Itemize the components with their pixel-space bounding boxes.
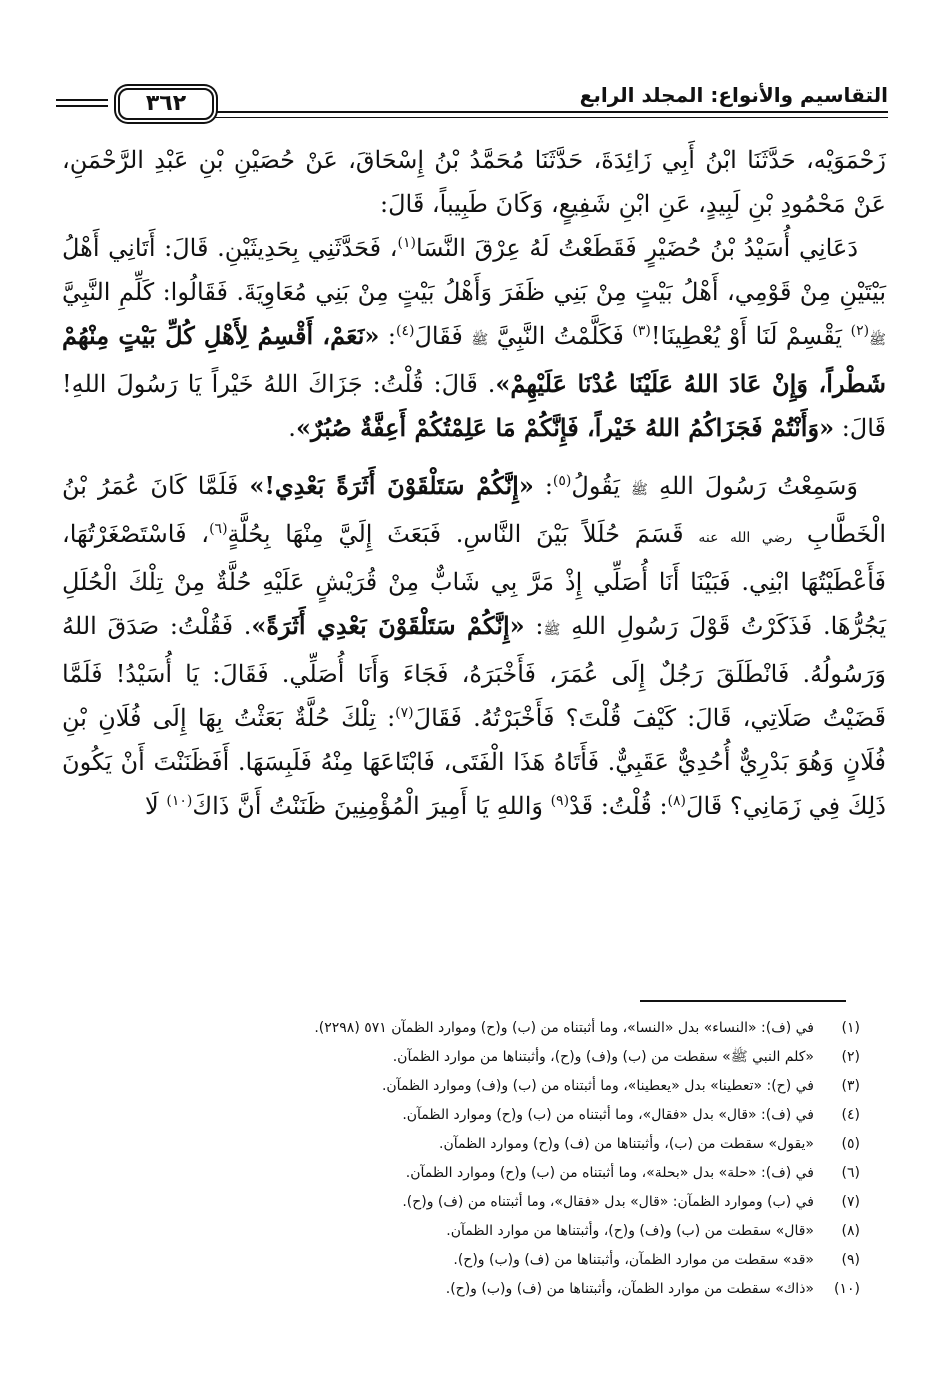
text-run: . فَقُلْتُ: صَدَقَ اللهُ وَرَسُولُهُ. فَانْطَلَقَ رَجُلٌ إِلَى عُمَرَ، فَأَخْبَرَهُ، فَجَاءَ وَأَنَا أُصَلِّي. فَقَالَ: يَا أُسَيْدُ! فَلَمَّا قَضَيْتُ صَلَاتِي، قَالَ: كَيْفَ قُلْتَ؟ فَأَخْبَرْتُهُ. فَقَالَ: [62, 612, 886, 732]
salawat-glyph: ﷺ: [543, 622, 561, 638]
text-run: : قُلْتُ: قَدْ: [569, 792, 668, 820]
text-run: :: [379, 322, 396, 350]
text-run: يَقْسِمْ لَنَا أَوْ يُعْطِينَا!: [650, 322, 851, 350]
prophetic-quote: «وَأَنْتُمْ فَجَزَاكُمُ اللهُ خَيْراً، فَإِنَّكُمْ مَا عَلِمْتُكُمْ أَعِفَّةٌ صُبُرٌ»: [295, 413, 835, 442]
footnote-ref: (١٠): [166, 793, 193, 809]
salawat-glyph: ﷺ: [631, 482, 648, 498]
text-run: : تِلْكَ حُلَّةٌ بَعَثْتُ بِهَا إِلَى فُلَانِ بْنِ فُلَانٍ وَهُوَ بَدْرِيٌّ أُحُدِيٌّ عَقَبِيٌّ. فَأَتَاهُ هَذَا الْفَتَى، فَابْتَاعَهَا مِنْهُ فَلَبِسَهَا. أَفَظَنَنْتَ أَنْ يَكُونَ ذَلِكَ فِي زَمَانِي؟ قَالَ: [62, 704, 886, 820]
header-rule: [212, 111, 888, 113]
radiya-glyph: رضي الله عنه: [698, 530, 793, 546]
paragraph-hadith-2: [62, 464, 886, 828]
footnote-number: (١٠): [834, 1281, 860, 1297]
running-header: [56, 82, 888, 122]
page-number: ٣٦٢: [118, 88, 214, 120]
salawat-glyph: ﷺ: [471, 332, 489, 348]
footnote-item: [140, 1275, 860, 1304]
footnote-number: (٦): [841, 1165, 860, 1181]
text-run: قَسَمَ حُلَلاً بَيْنَ النَّاسِ. فَبَعَثَ إِلَيَّ مِنْهَا بِحُلَّةٍ: [227, 520, 699, 548]
footnote-item: [140, 1072, 860, 1101]
text-run: . قَالَ: قُلْتُ: جَزَاكَ اللهُ خَيْراً يَا رَسُولَ اللهِ! قَالَ:: [62, 370, 886, 442]
paragraph-hadith-1: [62, 226, 886, 450]
footnote-text: «يقول» سقطت من (ب)، وأثبتناها من (ف) و(ح) وموارد الظمآن.: [439, 1136, 814, 1152]
header-ornament-line: [56, 105, 108, 107]
footnote-text: في (ب) وموارد الظمآن: «قال» بدل «فقال»، وما أثبتناه من (ف) و(ح).: [402, 1194, 814, 1210]
footnote-separator: [640, 1000, 846, 1002]
footnote-item: [140, 1246, 860, 1275]
footnote-text: في (ف): «قال» بدل «فقال»، وما أثبتناه من (ب) و(ح) وموارد الظمآن.: [402, 1107, 814, 1123]
footnote-item: [140, 1159, 860, 1188]
footnote-item: [140, 1217, 860, 1246]
paragraph-isnad: زَحْمَوَيْه، حَدَّثَنَا ابْنُ أَبِي زَائِدَةَ، حَدَّثَنَا مُحَمَّدُ بْنُ إِسْحَاقَ، عَنْ حُصَيْنِ بْنِ عَبْدِ الرَّحْمَنِ، عَنْ مَحْمُودِ بْنِ لَبِيدٍ، عَنِ ابْنِ شَفِيعٍ، وَكَانَ طَبِيباً، قَالَ:: [62, 146, 886, 218]
footnote-ref: (٦): [209, 521, 228, 537]
header-ornament-line: [56, 99, 108, 101]
prophetic-quote: «إِنَّكُمْ سَتَلْقَوْنَ أَثَرَةً بَعْدِي!»: [249, 471, 534, 500]
footnote-item: [140, 1101, 860, 1130]
footnote-number: (٤): [841, 1107, 860, 1123]
text-run: فَكَلَّمْتُ النَّبِيَّ: [496, 322, 633, 350]
footnote-ref: (١): [397, 235, 416, 251]
text-run: وَسَمِعْتُ رَسُولَ اللهِ: [658, 472, 858, 500]
footnote-text: «قال» سقطت من (ب) و(ف) و(ح)، وأثبتناها من موارد الظمآن.: [446, 1223, 814, 1239]
text-run: لَا: [145, 792, 167, 820]
footnote-item: [140, 1130, 860, 1159]
footnote-text: في (ف): «النساء» بدل «النسا»، وما أثبتناه من (ب) و(ح) وموارد الظمآن ٥٧١ (٢٢٩٨).: [314, 1020, 814, 1036]
footnote-item: [140, 1043, 860, 1072]
text-run: ، فَحَدَّثَنِي بِحَدِيثَيْنِ. قَالَ: أَتَانِي أَهْلُ بَيْتَيْنِ مِنْ قَوْمِي، أَهْلُ بَيْتٍ مِنْ بَنِي ظَفَرَ وَأَهْلُ بَيْتٍ مِنْ بَنِي مُعَاوِيَةَ. فَقَالُوا: كَلِّمِ النَّبِيَّ: [62, 234, 887, 306]
footnote-ref: (٥): [552, 473, 572, 489]
prophetic-quote: «إِنَّكُمْ سَتَلْقَوْنَ بَعْدِي أَثَرَةً»: [251, 611, 525, 640]
footnote-number: (٨): [841, 1223, 860, 1239]
footnote-ref: (٣): [632, 323, 651, 339]
footnote-number: (٢): [841, 1049, 860, 1065]
text-run: :: [533, 472, 553, 500]
text-run: فَقَالَ: [414, 322, 472, 350]
text-run: فَلَمَّا كَانَ عُمَرُ بْنُ الْخَطَّابِ: [62, 472, 886, 548]
footnote-item: [140, 1014, 860, 1043]
footnote-ref: (٩): [550, 793, 570, 809]
footnote-text: «ذاك» سقطت من موارد الظمآن، وأثبتناها من (ف) و(ب) و(ح).: [445, 1281, 814, 1297]
text-run: :: [524, 612, 544, 640]
text-run: يَقُولُ: [571, 472, 632, 500]
text-run: وَاللهِ يَا أَمِيرَ الْمُؤْمِنِينَ ظَنَنْتُ أَنَّ ذَاكَ: [192, 792, 551, 820]
footnote-ref: (٨): [667, 793, 686, 809]
prophetic-quote: «نَعَمْ، أَقْسِمُ لِأَهْلِ كُلِّ بَيْتٍ مِنْهُمْ شَطْراً، وَإِنْ عَادَ اللهُ عَلَيْنَا عُدْنَا عَلَيْهِمْ»: [62, 321, 886, 398]
text-run: .: [288, 414, 296, 442]
paragraph-gap: [62, 450, 886, 464]
footnote-number: (٣): [841, 1078, 860, 1094]
footnotes: [140, 1014, 860, 1304]
footnote-ref: (٤): [396, 323, 415, 339]
footnote-item: [140, 1188, 860, 1217]
main-text: [62, 138, 886, 828]
header-title: التقاسيم والأنواع: المجلد الرابع: [579, 83, 888, 107]
text-run: ، فَاسْتَصْغَرْتُهَا، فَأَعْطَيْتُهَا ابْنِي. فَبَيْنَا أَنَا أُصَلِّي إِذْ مَرَّ بِي شَابٌّ مِنْ قُرَيْشٍ عَلَيْهِ حُلَّةٌ مِنْ تِلْكَ الْحُلَلِ يَجُرُّهَا. فَذَكَرْتُ قَوْلَ رَسُولِ اللهِ: [62, 520, 887, 640]
footnote-number: (٩): [841, 1252, 860, 1268]
text-run: دَعَانِي أُسَيْدُ بْنُ حُضَيْرٍ فَقَطَعْتُ لَهُ عِرْقَ النَّسَا: [415, 234, 859, 262]
salawat-glyph: ﷺ: [869, 332, 886, 348]
footnote-text: «قد» سقطت من موارد الظمآن، وأثبتناها من (ف) و(ب) و(ح).: [453, 1252, 814, 1268]
footnote-text: في (ح): «تعطينا» بدل «يعطينا»، وما أثبتناه من (ب) و(ف) وموارد الظمآن.: [381, 1078, 814, 1094]
footnote-number: (٧): [841, 1194, 860, 1210]
footnote-number: (٥): [841, 1136, 860, 1152]
footnote-ref: (٢): [850, 323, 870, 339]
footnote-number: (١): [841, 1020, 860, 1036]
footnote-text: «كلم النبي ﷺ» سقطت من (ب) و(ف) و(ح)، وأثبتناها من موارد الظمآن.: [392, 1049, 814, 1065]
footnote-ref: (٧): [395, 705, 414, 721]
header-rule-thin: [212, 117, 888, 118]
footnote-text: في (ف): «حلة» بدل «بحلة»، وما أثبتناه من (ب) و(ح) وموارد الظمآن.: [405, 1165, 814, 1181]
